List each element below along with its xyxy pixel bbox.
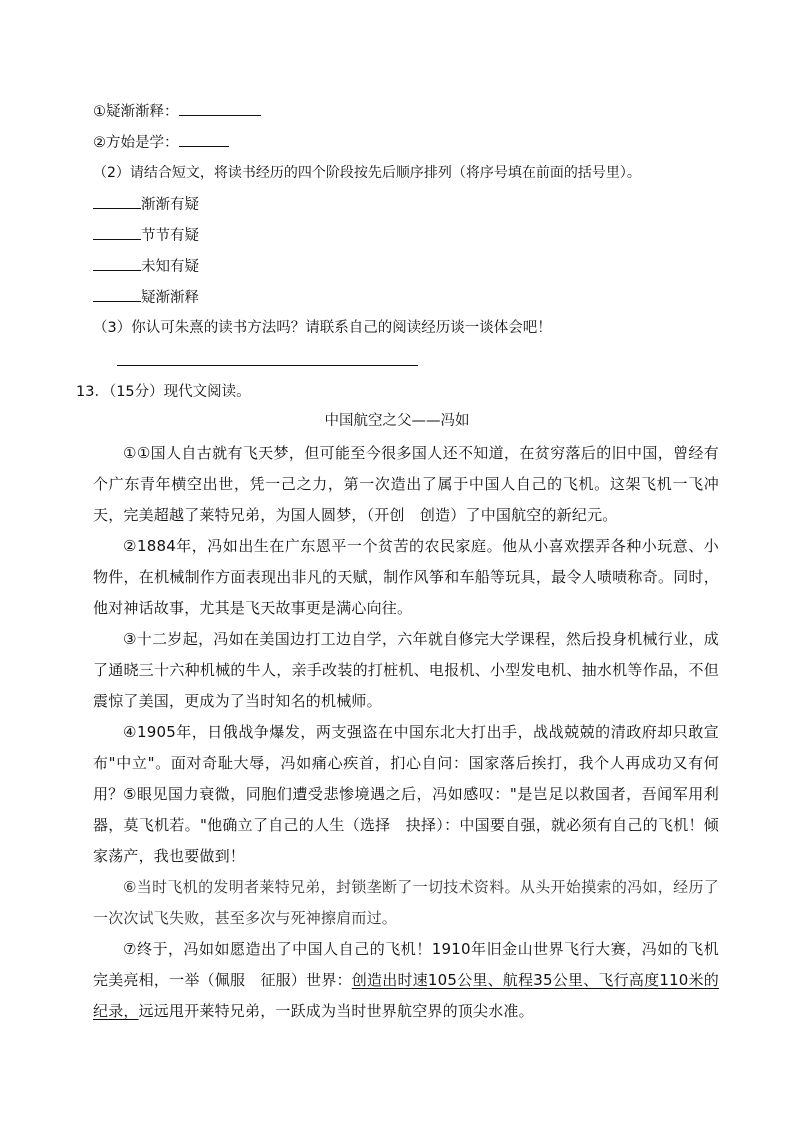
item-1-label: ①疑渐渐释：	[93, 104, 179, 120]
paragraph-1: ①①国人自古就有飞天梦，但可能至今很多国人还不知道，在贫穷落后的旧中国，曾经有个广东青年横空出世，凭一己之力，第一次造出了属于中国人自己的飞机。这架飞机一飞冲天，完美超越了莱特兄弟，为国人圆梦，（开创 创造）了中国航空的新纪元。	[93, 444, 719, 524]
stage-blank[interactable]	[93, 194, 141, 209]
stage-label: 节节有疑	[141, 228, 199, 244]
paragraph-4: ④1905年，日俄战争爆发，两支强盗在中国东北大打出手，战战兢兢的清政府却只敢宣布"中立"。面对奇耻大辱，冯如痛心疾首，扪心自问：国家落后挨打，我个人再成功又有何用？	[93, 723, 719, 803]
stage-label: 未知有疑	[141, 259, 199, 275]
stage-item	[93, 225, 199, 246]
paragraph-3: ③十二岁起，冯如在美国边打工边自学，六年就自修完大学课程，然后投身机械行业，成了通晓三十六种机械的牛人，亲手改装的打桩机、电报机、小型发电机、抽水机等作品，不但震惊了美国，更成为了当时知名的机械师。	[93, 630, 719, 710]
item-1	[93, 101, 261, 122]
item-2	[93, 132, 229, 153]
stage-blank[interactable]	[93, 256, 141, 271]
paragraph-7-underlined: 创造出时速105公里、航程35公里、飞行高度110米的纪录，	[93, 971, 719, 1020]
paragraph-6: ⑥当时飞机的发明者莱特兄弟，封锁垄断了一切技术资料。从头开始摸索的冯如，经历了一次次试飞失败，甚至多次与死神擦肩而过。	[93, 878, 719, 927]
answer-blank-2[interactable]	[179, 132, 229, 147]
answer-line[interactable]	[117, 365, 418, 366]
passage-title: 中国航空之父——冯如	[324, 413, 470, 429]
stage-label: 渐渐有疑	[141, 197, 199, 213]
question-2-prompt: （2）请结合短文，将读书经历的四个阶段按先后顺序排列（将序号填在前面的括号里）。	[93, 165, 641, 181]
stage-item	[93, 194, 199, 215]
stage-blank[interactable]	[93, 225, 141, 240]
paragraph-2: ②1884年，冯如出生在广东恩平一个贫苦的农民家庭。他从小喜欢摆弄各种小玩意、小物件，在机械制作方面表现出非凡的天赋，制作风筝和车船等玩具，最令人啧啧称奇。同时，他对神话故事，尤其是飞天故事更是满心向往。	[93, 537, 719, 617]
question-13-header: 13．（15分）现代文阅读。	[76, 384, 251, 400]
stage-blank[interactable]	[93, 287, 141, 302]
paragraph-7-text-after: 远远甩开莱特兄弟，一跃成为当时世界航空界的顶尖水准。	[138, 1002, 534, 1020]
answer-blank-1[interactable]	[179, 101, 261, 116]
stage-item	[93, 256, 199, 277]
stage-label: 疑渐渐释	[141, 290, 199, 306]
paragraph-7	[93, 934, 719, 1027]
stage-item	[93, 287, 199, 308]
item-2-label: ②方始是学：	[93, 135, 179, 151]
paragraph-7-text-before: ⑦终于，冯如如愿造出了中国人自己的飞机！1910年旧金山世界飞行大赛，冯如的飞机完美亮相，一举（佩服 征服）世界：	[93, 940, 719, 989]
question-3-prompt: （3）你认可朱熹的读书方法吗？请联系自己的阅读经历谈一谈体会吧！	[93, 320, 552, 336]
paragraph-5: ⑤眼见国力衰微，同胞们遭受悲惨境遇之后，冯如感叹："是岂足以救国者，吾闻军用利器，莫飞机若。"他确立了自己的人生（选择 抉择）：中国要自强，就必须有自己的飞机！倾家荡产，我也要做到！	[93, 785, 719, 865]
